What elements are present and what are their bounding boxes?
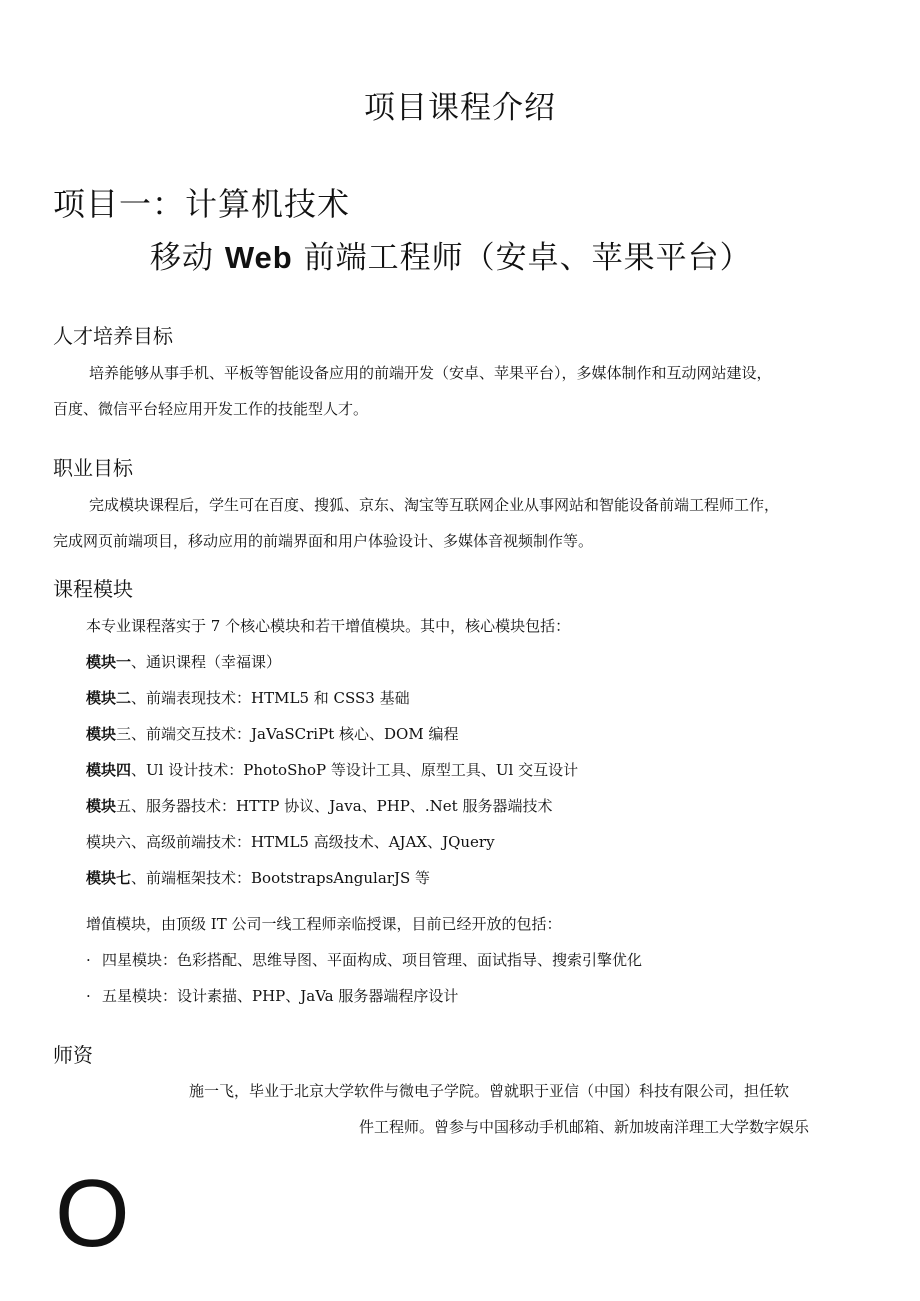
module-item-2: 模块二、前端表现技术：HTML5 和 CSS3 基础	[86, 689, 410, 707]
module-item-3: 模块三、前端交互技术：JaVaSCriPt 核心、DOM 编程	[86, 725, 459, 743]
module-item-6: 模块六、高级前端技术：HTML5 高级技术、AJAX、JQuery	[86, 833, 495, 851]
section-title-faculty: 师资	[53, 1043, 93, 1067]
subheading-prefix: 移动	[150, 240, 214, 276]
project-subheading	[150, 234, 752, 282]
section-title-talent: 人才培养目标	[53, 324, 173, 348]
bullet-dot-icon: ·	[86, 951, 91, 969]
module-item-7: 模块七、前端框架技术：BootstrapsAngularJS 等	[86, 869, 431, 887]
section-title-career: 职业目标	[53, 456, 133, 480]
talent-line-2: 百度、微信平台轻应用开发工作的技能型人才。	[53, 400, 369, 418]
project-heading: 项目一：计算机技术	[53, 185, 351, 223]
module-item-5: 模块五、服务器技术：HTTP 协议、Java、PHP、.Net 服务器端技术	[86, 797, 553, 815]
subheading-web: Web	[224, 240, 293, 275]
faculty-line-1: 施一飞，毕业于北京大学软件与微电子学院。曾就职于亚信（中国）科技有限公司，担任软	[189, 1082, 790, 1100]
career-line-2: 完成网页前端项目，移动应用的前端界面和用户体验设计、多媒体音视频制作等。	[53, 532, 594, 550]
value-module-item-1: · 四星模块：色彩搭配、思维导图、平面构成、项目管理、面试指导、搜索引擎优化	[86, 948, 642, 972]
module-item-1: 模块一、通识课程（幸福课）	[86, 653, 282, 671]
career-paragraph	[53, 487, 883, 559]
modules-intro: 本专业课程落实于 7 个核心模块和若干增值模块。其中，核心模块包括：	[86, 617, 571, 635]
value-modules-intro: 增值模块，由顶级 IT 公司一线工程师亲临授课，目前已经开放的包括：	[86, 915, 562, 933]
section-title-modules: 课程模块	[53, 577, 133, 601]
document-title: 项目课程介绍	[364, 90, 556, 126]
talent-line-1: 培养能够从事手机、平板等智能设备应用的前端开发（安卓、苹果平台），多媒体制作和互动网站建设，	[89, 364, 772, 382]
bullet-dot-icon: ·	[86, 987, 91, 1005]
talent-paragraph	[53, 355, 883, 427]
subheading-suffix: 前端工程师（安卓、苹果平台）	[303, 240, 752, 276]
value-module-item-2: · 五星模块：设计素描、PHP、JaVa 服务器端程序设计	[86, 984, 458, 1008]
career-line-1: 完成模块课程后，学生可在百度、搜狐、京东、淘宝等互联网企业从事网站和智能设备前端工程师工作，	[89, 496, 780, 514]
faculty-line-2: 件工程师。曾参与中国移动手机邮箱、新加坡南洋理工大学数字娱乐	[359, 1118, 810, 1136]
module-item-4: 模块四、Ul 设计技术：PhotoShoP 等设计工具、原型工具、Ul 交互设计	[86, 761, 579, 779]
footer-glyph: O	[55, 1160, 130, 1267]
